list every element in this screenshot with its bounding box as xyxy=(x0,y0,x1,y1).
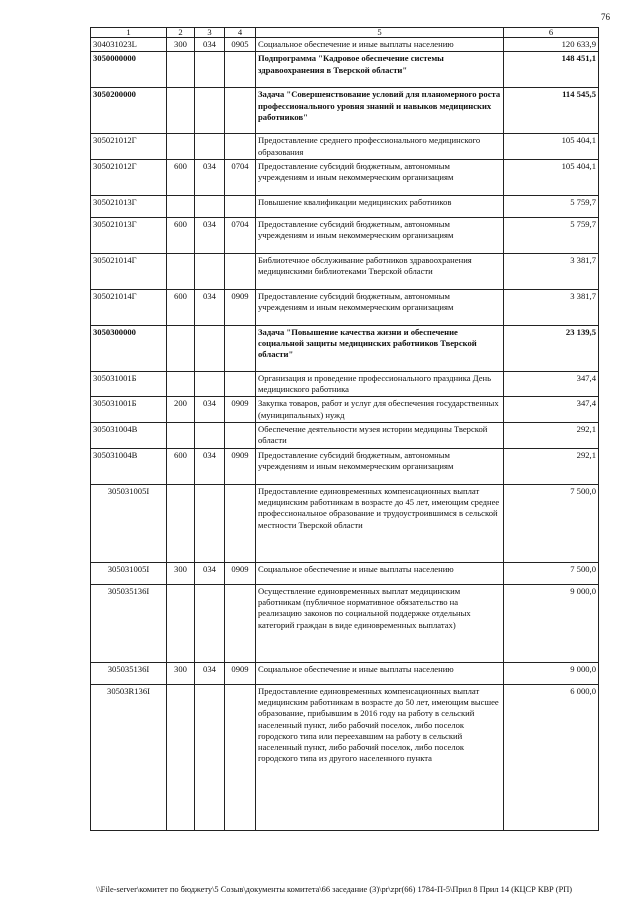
section-code-cell: 0909 xyxy=(225,448,256,484)
kvr-code-cell: 200 xyxy=(167,397,195,423)
amount-cell: 7 500,0 xyxy=(504,484,599,562)
ministry-code-cell: 034 xyxy=(195,289,225,325)
kcsr-code-cell: 305031001Б xyxy=(91,371,167,397)
description-cell: Предоставление единовременных компенсационных выплат медицинским работникам в возрасте до 45 лет, имеющим среднее профессиональное образование и трудоустроившимся в сельской местности Тверской области xyxy=(256,484,504,562)
section-code-cell xyxy=(225,371,256,397)
ministry-code-cell xyxy=(195,423,225,449)
kcsr-code-cell: 305021013Г xyxy=(91,217,167,253)
kvr-code-cell: 600 xyxy=(167,217,195,253)
section-code-cell xyxy=(225,484,256,562)
kvr-code-cell xyxy=(167,253,195,289)
ministry-code-cell xyxy=(195,684,225,830)
header-cell-6: 6 xyxy=(504,28,599,38)
ministry-code-cell xyxy=(195,88,225,134)
description-cell: Осуществление единовременных выплат медицинским работникам (публичное нормативное обязательство на реализацию законов по социальной поддержке отдельных категорий граждан в виде единовременных выплатах) xyxy=(256,584,504,662)
amount-cell: 105 404,1 xyxy=(504,159,599,195)
description-cell: Задача "Повышение качества жизни и обеспечение социальной защиты медицинских работников Тверской области" xyxy=(256,325,504,371)
amount-cell: 5 759,7 xyxy=(504,217,599,253)
section-code-cell: 0704 xyxy=(225,159,256,195)
description-cell: Повышение квалификации медицинских работников xyxy=(256,195,504,217)
section-code-cell xyxy=(225,253,256,289)
kcsr-code-cell: 304031023L xyxy=(91,38,167,52)
kcsr-code-cell: 305021012Г xyxy=(91,159,167,195)
description-cell: Библиотечное обслуживание работников здравоохранения медицинскими библиотеками Тверской области xyxy=(256,253,504,289)
ministry-code-cell xyxy=(195,134,225,160)
ministry-code-cell xyxy=(195,253,225,289)
kvr-code-cell: 600 xyxy=(167,448,195,484)
amount-cell: 148 451,1 xyxy=(504,52,599,88)
kvr-code-cell xyxy=(167,134,195,160)
header-cell-4: 4 xyxy=(225,28,256,38)
amount-cell: 7 500,0 xyxy=(504,562,599,584)
kcsr-code-cell: 305035136I xyxy=(91,662,167,684)
kcsr-code-cell: 305031005I xyxy=(91,562,167,584)
kvr-code-cell xyxy=(167,325,195,371)
kvr-code-cell: 300 xyxy=(167,662,195,684)
kvr-code-cell xyxy=(167,195,195,217)
budget-table xyxy=(90,27,599,831)
description-cell: Социальное обеспечение и иные выплаты населению xyxy=(256,562,504,584)
amount-cell: 114 545,5 xyxy=(504,88,599,134)
description-cell: Предоставление субсидий бюджетным, автономным учреждениям и иным некоммерческим организациям xyxy=(256,159,504,195)
kcsr-code-cell: 305021013Г xyxy=(91,195,167,217)
section-code-cell xyxy=(225,52,256,88)
kvr-code-cell: 600 xyxy=(167,159,195,195)
description-cell: Предоставление субсидий бюджетным, автономным учреждениям и иным некоммерческим организациям xyxy=(256,217,504,253)
table-row xyxy=(91,325,599,371)
section-code-cell xyxy=(225,88,256,134)
description-cell: Предоставление субсидий бюджетным, автономным учреждениям и иным некоммерческим организациям xyxy=(256,448,504,484)
header-cell-3: 3 xyxy=(195,28,225,38)
header-cell-5: 5 xyxy=(256,28,504,38)
section-code-cell: 0909 xyxy=(225,397,256,423)
ministry-code-cell xyxy=(195,325,225,371)
table-row xyxy=(91,662,599,684)
kvr-code-cell xyxy=(167,371,195,397)
header-cell-1: 1 xyxy=(91,28,167,38)
description-cell: Социальное обеспечение и иные выплаты населению xyxy=(256,38,504,52)
amount-cell: 347,4 xyxy=(504,397,599,423)
kvr-code-cell xyxy=(167,484,195,562)
kcsr-code-cell: 3050200000 xyxy=(91,88,167,134)
kcsr-code-cell: 305035136I xyxy=(91,584,167,662)
ministry-code-cell xyxy=(195,484,225,562)
kcsr-code-cell: 3050300000 xyxy=(91,325,167,371)
kvr-code-cell xyxy=(167,88,195,134)
section-code-cell: 0704 xyxy=(225,217,256,253)
table-row xyxy=(91,371,599,397)
table-row xyxy=(91,217,599,253)
ministry-code-cell xyxy=(195,371,225,397)
table-row xyxy=(91,38,599,52)
amount-cell: 347,4 xyxy=(504,371,599,397)
amount-cell: 9 000,0 xyxy=(504,662,599,684)
amount-cell: 292,1 xyxy=(504,448,599,484)
kvr-code-cell xyxy=(167,423,195,449)
kvr-code-cell: 300 xyxy=(167,562,195,584)
ministry-code-cell xyxy=(195,52,225,88)
kcsr-code-cell: 305031004В xyxy=(91,448,167,484)
kcsr-code-cell: 305031001Б xyxy=(91,397,167,423)
section-code-cell xyxy=(225,423,256,449)
ministry-code-cell: 034 xyxy=(195,562,225,584)
ministry-code-cell xyxy=(195,195,225,217)
kcsr-code-cell: 305031005I xyxy=(91,484,167,562)
kvr-code-cell xyxy=(167,684,195,830)
description-cell: Предоставление среднего профессионального медицинского образования xyxy=(256,134,504,160)
amount-cell: 3 381,7 xyxy=(504,253,599,289)
table-row xyxy=(91,484,599,562)
amount-cell: 3 381,7 xyxy=(504,289,599,325)
section-code-cell: 0909 xyxy=(225,562,256,584)
table-row xyxy=(91,684,599,830)
amount-cell: 105 404,1 xyxy=(504,134,599,160)
description-cell: Предоставление субсидий бюджетным, автономным учреждениям и иным некоммерческим организациям xyxy=(256,289,504,325)
kcsr-code-cell: 3050000000 xyxy=(91,52,167,88)
table-row xyxy=(91,423,599,449)
kcsr-code-cell: 305021014Г xyxy=(91,289,167,325)
ministry-code-cell: 034 xyxy=(195,159,225,195)
table-row xyxy=(91,253,599,289)
section-code-cell xyxy=(225,195,256,217)
description-cell: Обеспечение деятельности музея истории медицины Тверской области xyxy=(256,423,504,449)
amount-cell: 9 000,0 xyxy=(504,584,599,662)
ministry-code-cell: 034 xyxy=(195,662,225,684)
ministry-code-cell: 034 xyxy=(195,38,225,52)
description-cell: Организация и проведение профессионального праздника День медицинского работника xyxy=(256,371,504,397)
table-row xyxy=(91,448,599,484)
description-cell: Закупка товаров, работ и услуг для обеспечения государственных (муниципальных) нужд xyxy=(256,397,504,423)
header-cell-2: 2 xyxy=(167,28,195,38)
ministry-code-cell: 034 xyxy=(195,397,225,423)
kcsr-code-cell: 305021014Г xyxy=(91,253,167,289)
kcsr-code-cell: 30503R136I xyxy=(91,684,167,830)
ministry-code-cell: 034 xyxy=(195,448,225,484)
amount-cell: 6 000,0 xyxy=(504,684,599,830)
kvr-code-cell: 600 xyxy=(167,289,195,325)
ministry-code-cell xyxy=(195,584,225,662)
description-cell: Предоставление единовременных компенсационных выплат медицинским работникам в возрасте до 50 лет, имеющим высшее образование, прибывшим в 2016 году на работу в сельский населенный пункт, либо рабочий поселок, либо поселок городского типа или переехавшим на работу в сельский населенный пункт, либо рабочий поселок, либо поселок городского типа из другого населенного пункта xyxy=(256,684,504,830)
table-row xyxy=(91,289,599,325)
amount-cell: 23 139,5 xyxy=(504,325,599,371)
section-code-cell xyxy=(225,584,256,662)
table-row xyxy=(91,134,599,160)
table-row xyxy=(91,584,599,662)
table-row xyxy=(91,159,599,195)
kvr-code-cell xyxy=(167,52,195,88)
description-cell: Социальное обеспечение и иные выплаты населению xyxy=(256,662,504,684)
section-code-cell xyxy=(225,684,256,830)
file-path-footer: \\File-server\комитет по бюджету\5 Созыв\документы комитета\66 заседание (3)\pr\zpr(66) 1784-П-5\Прил 8 Прил 14 (КЦСР КВР (РП) xyxy=(96,885,573,894)
description-cell: Подпрограмма "Кадровое обеспечение системы здравоохранения в Тверской области" xyxy=(256,52,504,88)
section-code-cell xyxy=(225,134,256,160)
header-row xyxy=(91,28,599,38)
section-code-cell xyxy=(225,325,256,371)
amount-cell: 292,1 xyxy=(504,423,599,449)
amount-cell: 120 633,9 xyxy=(504,38,599,52)
description-cell: Задача "Совершенствование условий для планомерного роста профессионального уровня знаний и навыков медицинских работников" xyxy=(256,88,504,134)
ministry-code-cell: 034 xyxy=(195,217,225,253)
kvr-code-cell xyxy=(167,584,195,662)
section-code-cell: 0909 xyxy=(225,662,256,684)
amount-cell: 5 759,7 xyxy=(504,195,599,217)
table-row xyxy=(91,88,599,134)
table-row xyxy=(91,397,599,423)
kvr-code-cell: 300 xyxy=(167,38,195,52)
table-row xyxy=(91,562,599,584)
section-code-cell: 0905 xyxy=(225,38,256,52)
page-number: 76 xyxy=(601,12,610,22)
kcsr-code-cell: 305021012Г xyxy=(91,134,167,160)
section-code-cell: 0909 xyxy=(225,289,256,325)
table-row xyxy=(91,52,599,88)
table-row xyxy=(91,195,599,217)
kcsr-code-cell: 305031004В xyxy=(91,423,167,449)
